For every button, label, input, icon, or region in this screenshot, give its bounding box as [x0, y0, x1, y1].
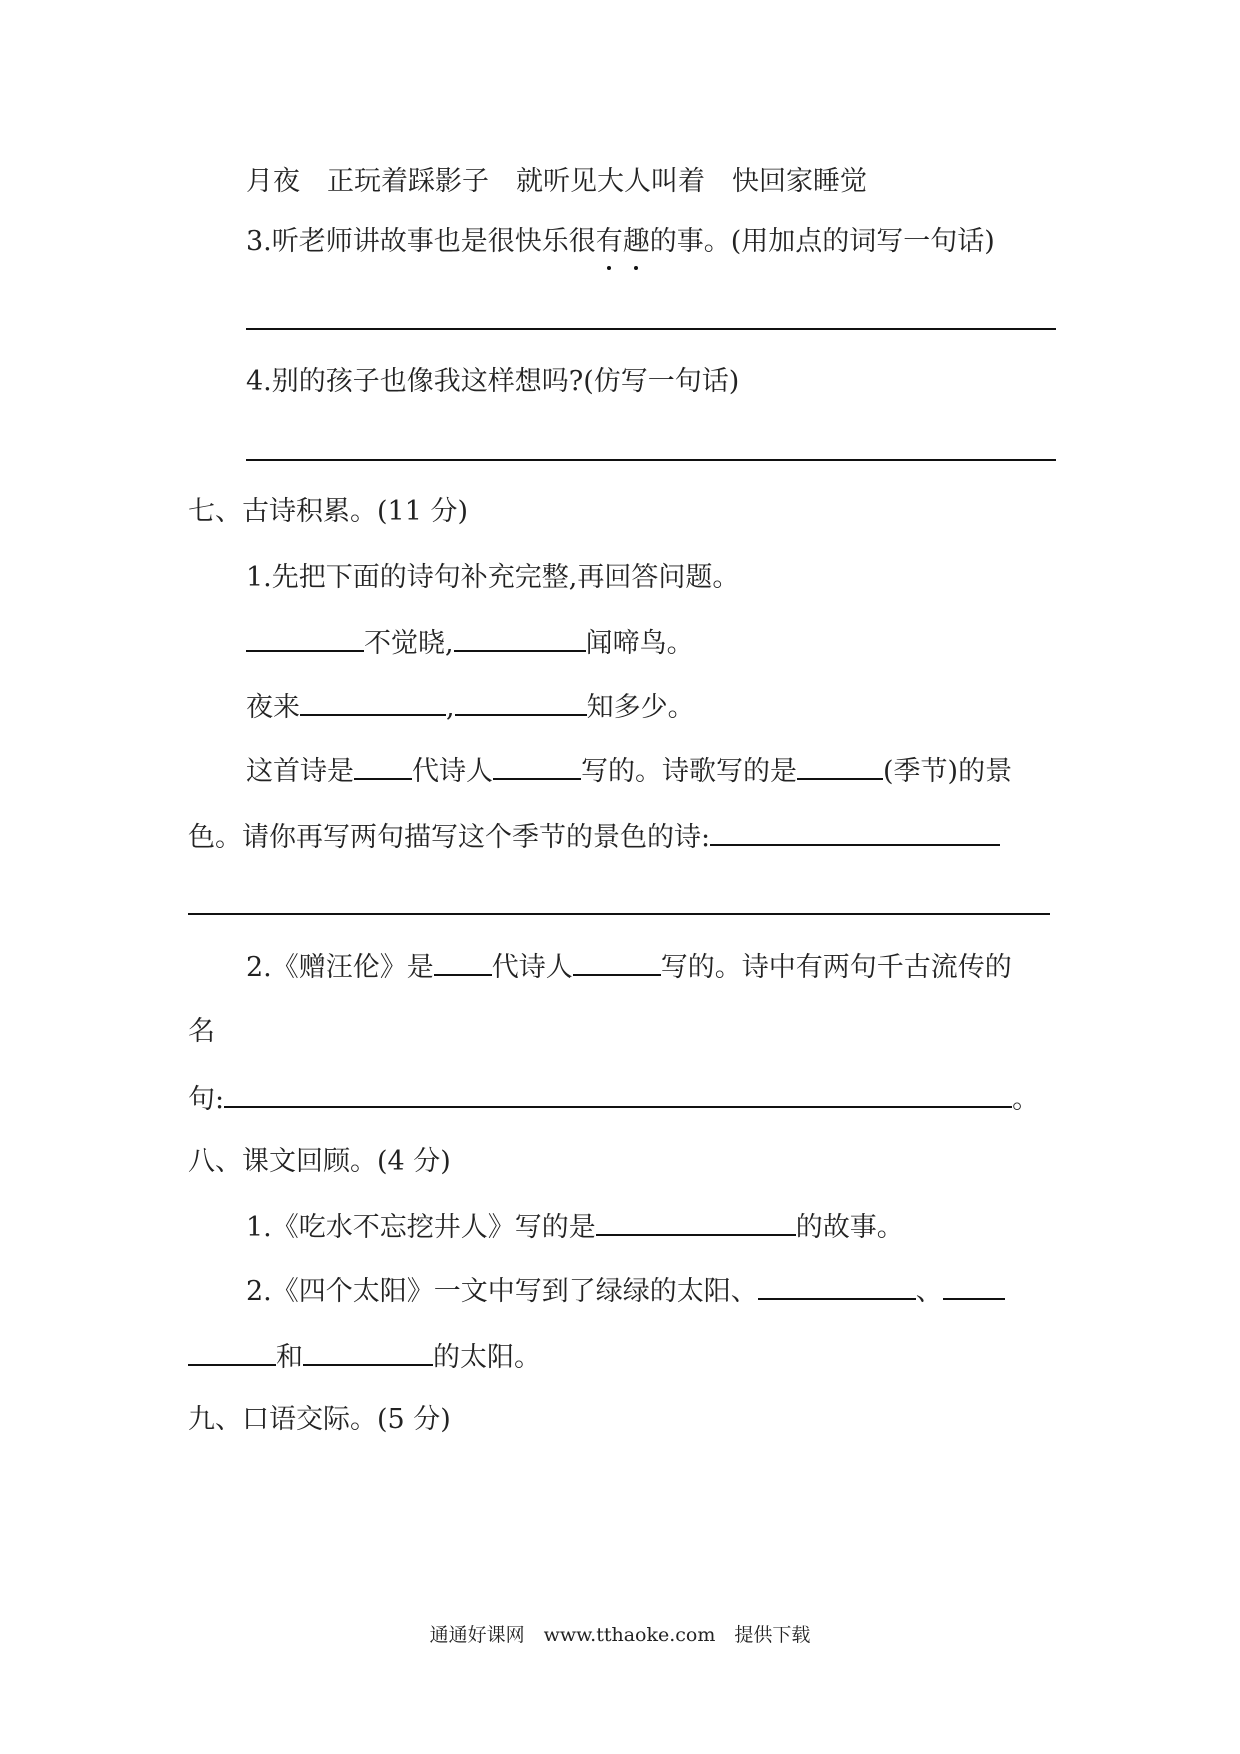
fill-blank[interactable] [188, 1338, 276, 1366]
fill-blank[interactable] [454, 624, 586, 652]
answer-line[interactable] [188, 913, 1050, 915]
poem-question: 这首诗是 代诗人 写的。诗歌写的是 (季节)的景 [246, 752, 1012, 790]
fill-blank[interactable] [455, 688, 587, 716]
question-3 [246, 224, 995, 260]
question-3-tail: 的事。(用加点的词写一句话) [649, 226, 995, 257]
fill-blank[interactable] [943, 1272, 1005, 1300]
s8-question-2: 2.《四个太阳》一文中写到了绿绿的太阳、 、 [246, 1272, 1005, 1310]
fill-blank[interactable] [758, 1272, 916, 1300]
answer-line[interactable] [246, 328, 1056, 330]
fill-blank[interactable] [493, 752, 581, 780]
section-7-title: 七、古诗积累。(11 分) [188, 496, 469, 527]
word-sequence: 月夜 正玩着踩影子 就听见大人叫着 快回家睡觉 [246, 166, 867, 197]
poem-line-1: 不觉晓, 闻啼鸟。 [246, 624, 694, 662]
answer-line[interactable] [246, 459, 1056, 461]
fill-blank[interactable] [224, 1080, 1012, 1108]
s7-question-1: 1.先把下面的诗句补充完整,再回答问题。 [246, 562, 740, 593]
dotted-char: 趣 [623, 224, 650, 260]
fill-blank[interactable] [434, 948, 492, 976]
poem-line-2: 夜来 , 知多少。 [246, 688, 695, 726]
fill-blank[interactable] [303, 1338, 433, 1366]
fill-blank[interactable] [246, 624, 364, 652]
s8-question-2-cont: 和 的太阳。 [188, 1338, 541, 1376]
section-8-title: 八、课文回顾。(4 分) [188, 1146, 451, 1177]
fill-blank[interactable] [300, 688, 446, 716]
dotted-char: 有 [596, 224, 623, 260]
section-9-title: 九、口语交际。(5 分) [188, 1404, 451, 1435]
footer-credit: 通通好课网 www.tthaoke.com 提供下载 [429, 1624, 811, 1646]
s7-question-2-cont: 名 [188, 1016, 215, 1047]
s8-question-1: 1.《吃水不忘挖井人》写的是 的故事。 [246, 1208, 904, 1246]
poem-question-cont: 色。请你再写两句描写这个季节的景色的诗: [188, 818, 1000, 856]
fill-blank[interactable] [596, 1208, 796, 1236]
famous-line: 句: 。 [188, 1080, 1039, 1118]
s7-question-2: 2.《赠汪伦》是 代诗人 写的。诗中有两句千古流传的 [246, 948, 1012, 986]
fill-blank[interactable] [354, 752, 412, 780]
question-3-text: 3.听老师讲故事也是很快乐很 [246, 226, 596, 257]
question-4: 4.别的孩子也像我这样想吗?(仿写一句话) [246, 366, 740, 397]
fill-blank[interactable] [573, 948, 661, 976]
fill-blank[interactable] [710, 818, 1000, 846]
fill-blank[interactable] [797, 752, 883, 780]
